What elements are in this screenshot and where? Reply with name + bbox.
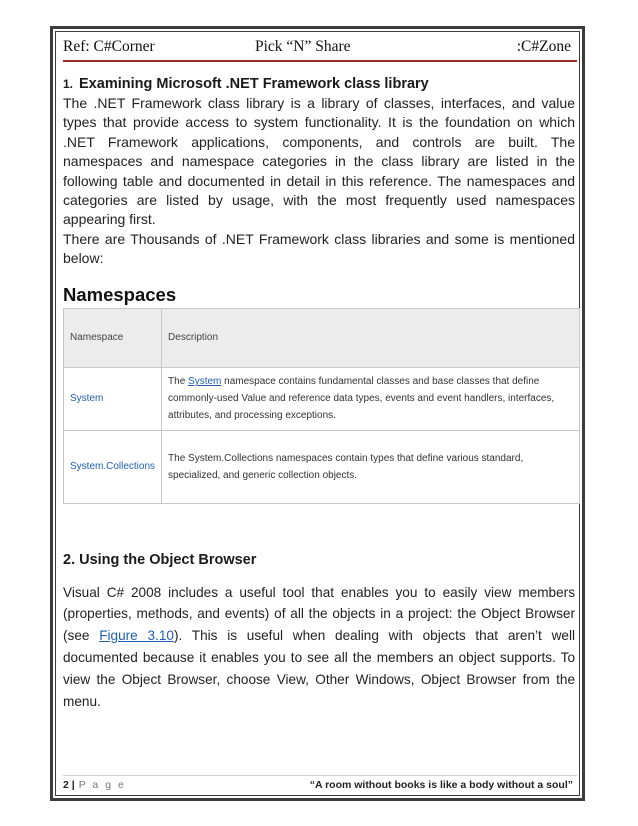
namespace-cell bbox=[64, 367, 162, 430]
section2-paragraph bbox=[63, 582, 575, 713]
namespace-link-system-collections[interactable]: System.Collections bbox=[70, 461, 156, 473]
namespaces-table bbox=[63, 308, 580, 540]
namespace-cell bbox=[64, 430, 162, 503]
description-prefix: The bbox=[168, 376, 189, 388]
page-footer bbox=[63, 775, 577, 794]
section1-title-text: Examining Microsoft .NET Framework class library bbox=[79, 76, 429, 92]
section2-title: 2. Using the Object Browser bbox=[63, 551, 257, 568]
section1-paragraph-1: The .NET Framework class library is a library of classes, interfaces, and value types that provide access to system functionality. It is the foundation on which .NET Framework applications, components, and controls are built. The namespaces and namespace categories in the class library are listed in the following table and documented in detail in this reference. The namespaces and categories are listed by usage, with the most frequently used namespaces appearing first. bbox=[63, 95, 575, 228]
footer-quote: “A room without books is like a body without a soul” bbox=[309, 779, 573, 791]
header-center: Pick “N” Share bbox=[255, 38, 351, 55]
page-label: P a g e bbox=[78, 779, 126, 791]
figure-link[interactable]: Figure 3.10 bbox=[99, 628, 174, 644]
section1-paragraph-2: There are Thousands of .NET Framework class libraries and some is mentioned below: bbox=[63, 230, 575, 267]
page-header bbox=[63, 36, 577, 62]
section1-number: 1. bbox=[63, 77, 74, 91]
footer-page bbox=[63, 779, 126, 791]
namespace-link-system[interactable]: System bbox=[70, 393, 104, 405]
section2-paragraph-suffix: ). This is useful when dealing with objects that aren’t well documented because it enables you to see all the members an object supports. To view the Object Browser, choose View, Other Windows, Object Browser from the menu. bbox=[63, 628, 575, 709]
table-row bbox=[64, 430, 580, 503]
column-header-description: Description bbox=[162, 308, 580, 367]
description-suffix: namespace contains fundamental classes and base classes that define commonly-used Value and reference data types, events and event handlers, interfaces, attributes, and processing exceptions. bbox=[168, 376, 555, 422]
header-zone: :C#Zone bbox=[516, 38, 571, 55]
description-link-system[interactable]: System bbox=[188, 376, 222, 388]
table-header-row bbox=[64, 308, 580, 367]
table-row bbox=[64, 367, 580, 430]
column-header-namespace: Namespace bbox=[64, 308, 162, 367]
header-ref: Ref: C#Corner bbox=[63, 38, 155, 55]
page-number: 2 | bbox=[63, 779, 75, 791]
table-row-empty bbox=[64, 503, 580, 540]
section2-paragraph-prefix: Visual C# 2008 includes a useful tool that enables you to easily view members (properties, methods, and events) of all the objects in a project: the Object Browser (see bbox=[63, 584, 575, 644]
description-cell bbox=[162, 367, 580, 430]
description-cell: The System.Collections namespaces contain types that define various standard, specialized, and generic collection objects. bbox=[162, 430, 580, 503]
section1-title bbox=[63, 74, 575, 94]
namespaces-heading: Namespaces bbox=[63, 283, 177, 305]
page-content bbox=[63, 74, 575, 712]
